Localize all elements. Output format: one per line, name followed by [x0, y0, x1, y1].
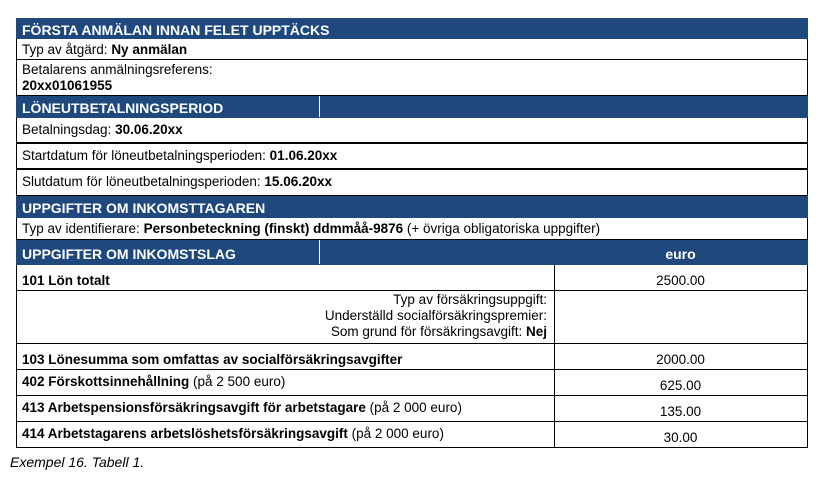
start-value: 01.06.20xx	[269, 148, 338, 163]
end-label: Slutdatum för löneutbetalningsperioden:	[22, 174, 265, 189]
row-action-type	[16, 39, 808, 60]
ref-label: Betalarens anmälningsreferens:	[22, 62, 213, 77]
row-period-start	[16, 144, 808, 170]
action-label: Typ av åtgärd:	[22, 42, 112, 57]
section-header-pay-period	[16, 96, 808, 118]
section-header-income-types	[16, 240, 808, 265]
unit-header: euro	[665, 246, 696, 262]
ref-value: 20xx01061955	[22, 78, 113, 93]
table-row	[16, 370, 808, 396]
end-value: 15.06.20xx	[264, 174, 332, 189]
income-type-note: (på 2 000 euro)	[347, 426, 444, 441]
insurance-type-label: Typ av försäkringsuppgift:	[393, 292, 547, 307]
social-insurance-label: Underställd socialförsäkringspremier:	[324, 308, 547, 323]
table-row	[16, 265, 808, 291]
table-caption: Exempel 16. Tabell 1.	[10, 454, 145, 470]
payday-value: 30.06.20xx	[115, 122, 183, 137]
income-type-value: 135.00	[659, 404, 702, 419]
section-heading: LÖNEUTBETALNINGSPERIOD	[22, 100, 224, 116]
id-value: Personbeteckning (finskt) ddmmåå-9876	[143, 221, 404, 236]
example-table	[16, 18, 808, 448]
income-type-label: 103 Lönesumma som omfattas av socialförsäkringsavgifter	[22, 352, 403, 367]
payday-label: Betalningsdag:	[22, 122, 116, 137]
insurance-basis-label: Som grund för försäkringsavgift:	[330, 324, 526, 339]
income-type-note: (på 2 000 euro)	[365, 400, 462, 415]
income-type-value: 2500.00	[656, 273, 705, 288]
income-type-value: 2000.00	[656, 352, 705, 367]
id-suffix: (+ övriga obligatoriska uppgifter)	[403, 221, 601, 236]
action-value: Ny anmälan	[111, 42, 188, 57]
start-label: Startdatum för löneutbetalningsperioden:	[22, 148, 270, 163]
insurance-basis-value: Nej	[525, 324, 547, 339]
section-heading: UPPGIFTER OM INKOMSTTAGAREN	[22, 200, 266, 216]
section-heading: UPPGIFTER OM INKOMSTSLAG	[22, 246, 236, 262]
section-header-income-earner	[16, 196, 808, 218]
header-divider	[319, 96, 320, 117]
id-label: Typ av identifierare:	[22, 221, 144, 236]
income-type-value: 30.00	[663, 430, 698, 445]
income-type-label: 413 Arbetspensionsförsäkringsavgift för arbetstagare	[22, 400, 366, 415]
income-type-label: 402 Förskottsinnehållning	[22, 374, 190, 389]
income-type-note: (på 2 500 euro)	[189, 374, 286, 389]
income-type-label: 414 Arbetstagarens arbetslöshetsförsäkringsavgift	[22, 426, 348, 441]
insurance-info-row	[16, 291, 808, 344]
income-type-label: 101 Lön totalt	[22, 273, 110, 288]
section-header-first-report	[16, 18, 808, 39]
row-period-end	[16, 170, 808, 196]
income-type-value: 625.00	[659, 378, 702, 393]
table-row	[16, 344, 808, 370]
table-row	[16, 422, 808, 448]
column-divider	[554, 291, 555, 343]
table-row	[16, 396, 808, 422]
row-identifier-type	[16, 218, 808, 240]
header-divider	[319, 240, 320, 264]
section-heading: FÖRSTA ANMÄLAN INNAN FELET UPPTÄCKS	[22, 22, 330, 38]
row-payday	[16, 118, 808, 144]
row-payer-reference	[16, 60, 808, 96]
